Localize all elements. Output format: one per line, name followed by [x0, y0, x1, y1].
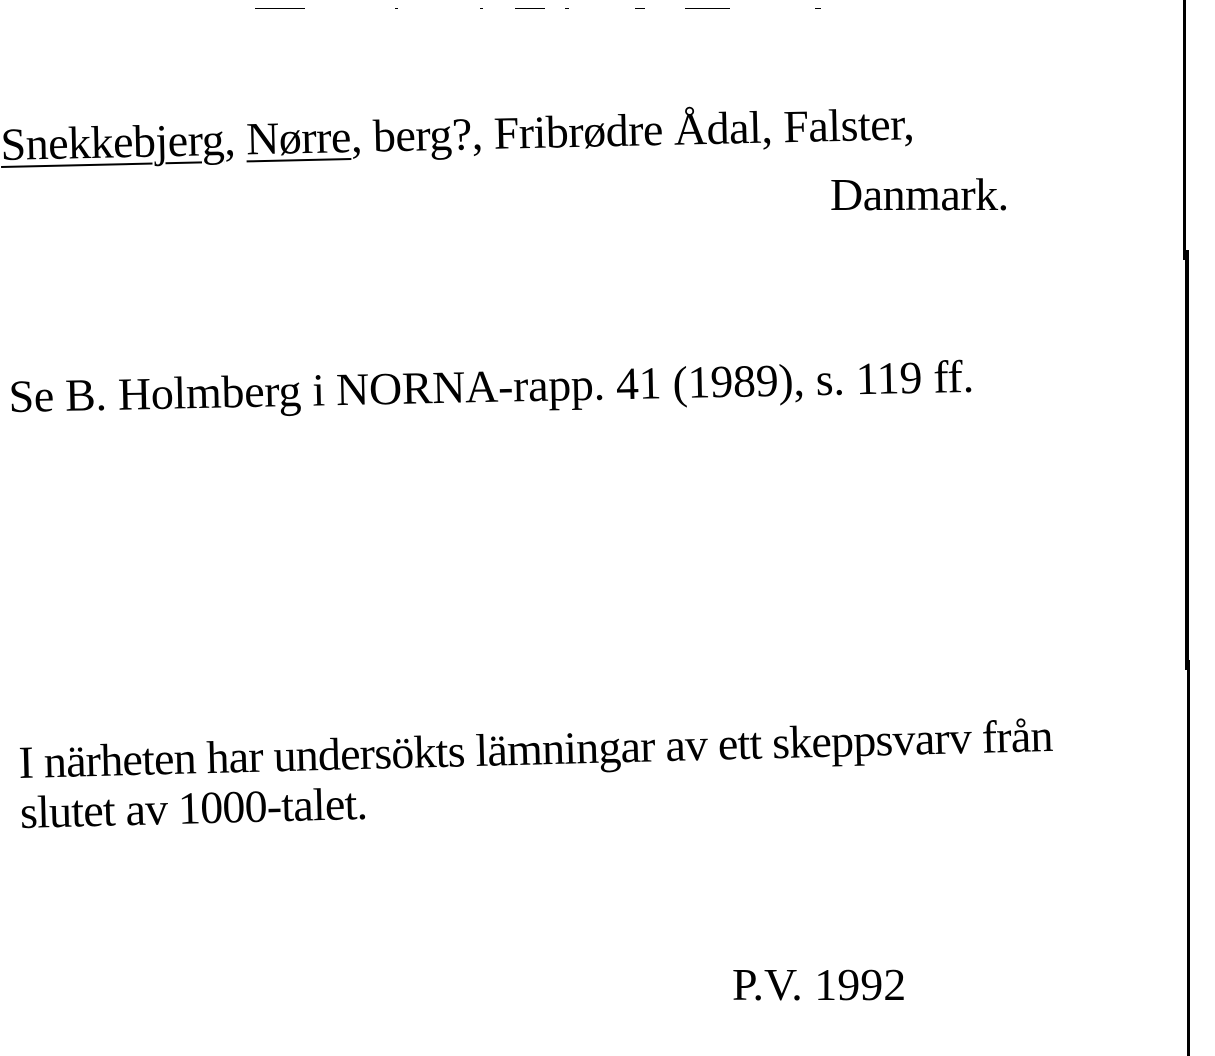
author-signature: P.V. 1992: [732, 959, 907, 1010]
place-description: , berg?, Fribrødre Ådal, Falster,: [350, 98, 915, 163]
note-line-2: slutet av 1000-talet.: [19, 777, 368, 838]
place-name-primary: Snekkebjerg: [0, 113, 225, 170]
country-label: Danmark.: [830, 169, 1009, 220]
note-text: [18, 708, 1170, 838]
headword-separator: ,: [223, 113, 247, 165]
scan-artifact-dots: [250, 8, 830, 12]
place-name-qualifier: Nørre: [245, 111, 352, 165]
bibliographic-reference: Se B. Holmberg i NORNA-rapp. 41 (1989), s. 119 ff.: [7, 350, 975, 422]
note-line-1: I närheten har undersökts lämningar av ett skeppsvarv från: [17, 709, 1054, 788]
headword-line: [0, 99, 915, 170]
card-right-edge: [1182, 0, 1191, 1056]
